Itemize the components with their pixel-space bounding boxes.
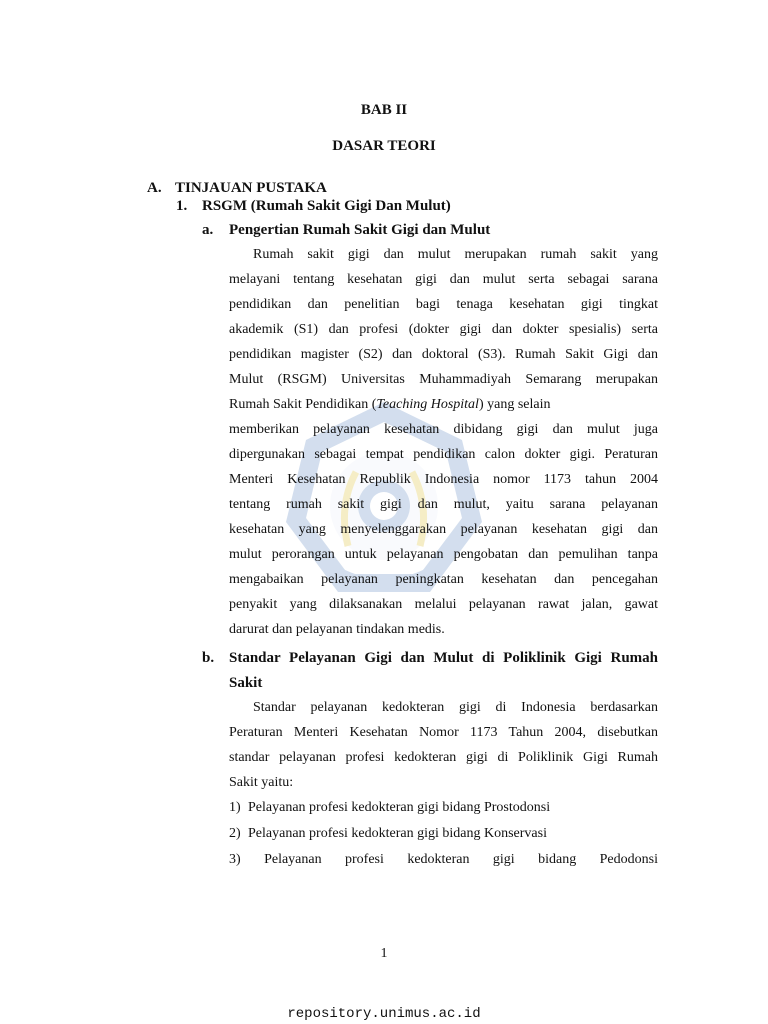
list-item-text: Pelayanan profesi kedokteran gigi bidang Konservasi [248,826,547,841]
para-a-line: kesehatan yang menyelenggarakan pelayanan kesehatan gigi dan [229,522,658,537]
subsection-b-heading-cont: Sakit [229,675,263,691]
list-item-word: profesi [345,852,384,867]
list-item [229,826,658,842]
chapter-heading: BAB II [360,102,408,118]
para-a-line: dipergunakan sebagai tempat pendidikan calon dokter gigi. Peraturan [229,447,658,462]
subsection-a-heading: Pengertian Rumah Sakit Gigi dan Mulut [229,222,491,238]
list-item-word: Pelayanan [264,852,322,867]
list-item-word: Pedodonsi [599,852,658,867]
list-item-number: 1) [229,800,241,815]
page-number: 1 [380,946,388,961]
chapter-title: DASAR TEORI [332,138,436,154]
para-a-line: pendidikan magister (S2) dan doktoral (S3). Rumah Sakit Gigi dan [229,347,658,362]
para-a-line: pendidikan dan penelitian bagi tenaga kesehatan gigi tingkat [229,297,658,312]
para-a-line: darurat dan pelayanan tindakan medis. [229,622,445,637]
section-1-heading: RSGM (Rumah Sakit Gigi Dan Mulut) [202,198,451,214]
para-a-line: Menteri Kesehatan Republik Indonesia nomor 1173 tahun 2004 [229,472,658,487]
list-item [229,852,658,868]
list-item-word: kedokteran [407,852,470,867]
subsection-a-marker: a. [202,222,214,238]
para-b-line: Standar pelayanan kedokteran gigi di Indonesia berdasarkan [253,700,658,715]
para-a-line: akademik (S1) dan profesi (dokter gigi dan dokter spesialis) serta [229,322,658,337]
para-a-line: penyakit yang dilaksanakan melalui pelayanan rawat jalan, gawat [229,597,658,612]
para-b-line: Peraturan Menteri Kesehatan Nomor 1173 Tahun 2004, disebutkan [229,725,658,740]
teaching-hospital-term: Teaching Hospital [376,397,479,412]
para-a-line: mengabaikan pelayanan peningkatan kesehatan dan pencegahan [229,572,658,587]
section-a-marker: A. [147,180,162,196]
list-item-text: Pelayanan profesi kedokteran gigi bidang Prostodonsi [248,800,551,815]
subsection-b-marker: b. [202,650,215,666]
section-a-heading: TINJAUAN PUSTAKA [175,180,327,196]
para-a-line7-after: ) yang selain [478,397,551,412]
para-a-line: memberikan pelayanan kesehatan dibidang gigi dan mulut juga [229,422,658,437]
para-a-line: tentang rumah sakit gigi dan mulut, yaitu sarana pelayanan [229,497,658,512]
para-a-line: Mulut (RSGM) Universitas Muhammadiyah Semarang merupakan [229,372,658,387]
list-item-number: 2) [229,826,241,841]
list-item-word: bidang [538,852,577,867]
para-b-line: standar pelayanan profesi kedokteran gigi di Poliklinik Gigi Rumah [229,750,658,765]
repository-footer: repository.unimus.ac.id [287,1006,481,1022]
para-a-line: Rumah sakit gigi dan mulut merupakan rumah sakit yang [253,247,658,262]
para-a-line7-before: Rumah Sakit Pendidikan ( [229,397,377,412]
list-item-number: 3) [229,852,241,867]
para-a-line: mulut perorangan untuk pelayanan pengobatan dan pemulihan tanpa [229,547,658,562]
para-b-line: Sakit yaitu: [229,775,294,790]
para-a-line: melayani tentang kesehatan gigi dan mulut serta sebagai sarana [229,272,658,287]
section-1-marker: 1. [176,198,188,214]
list-item-word: gigi [492,852,515,867]
list-item [229,800,658,816]
para-a-line [229,397,658,413]
subsection-b-heading: Standar Pelayanan Gigi dan Mulut di Poliklinik Gigi Rumah [229,650,658,666]
